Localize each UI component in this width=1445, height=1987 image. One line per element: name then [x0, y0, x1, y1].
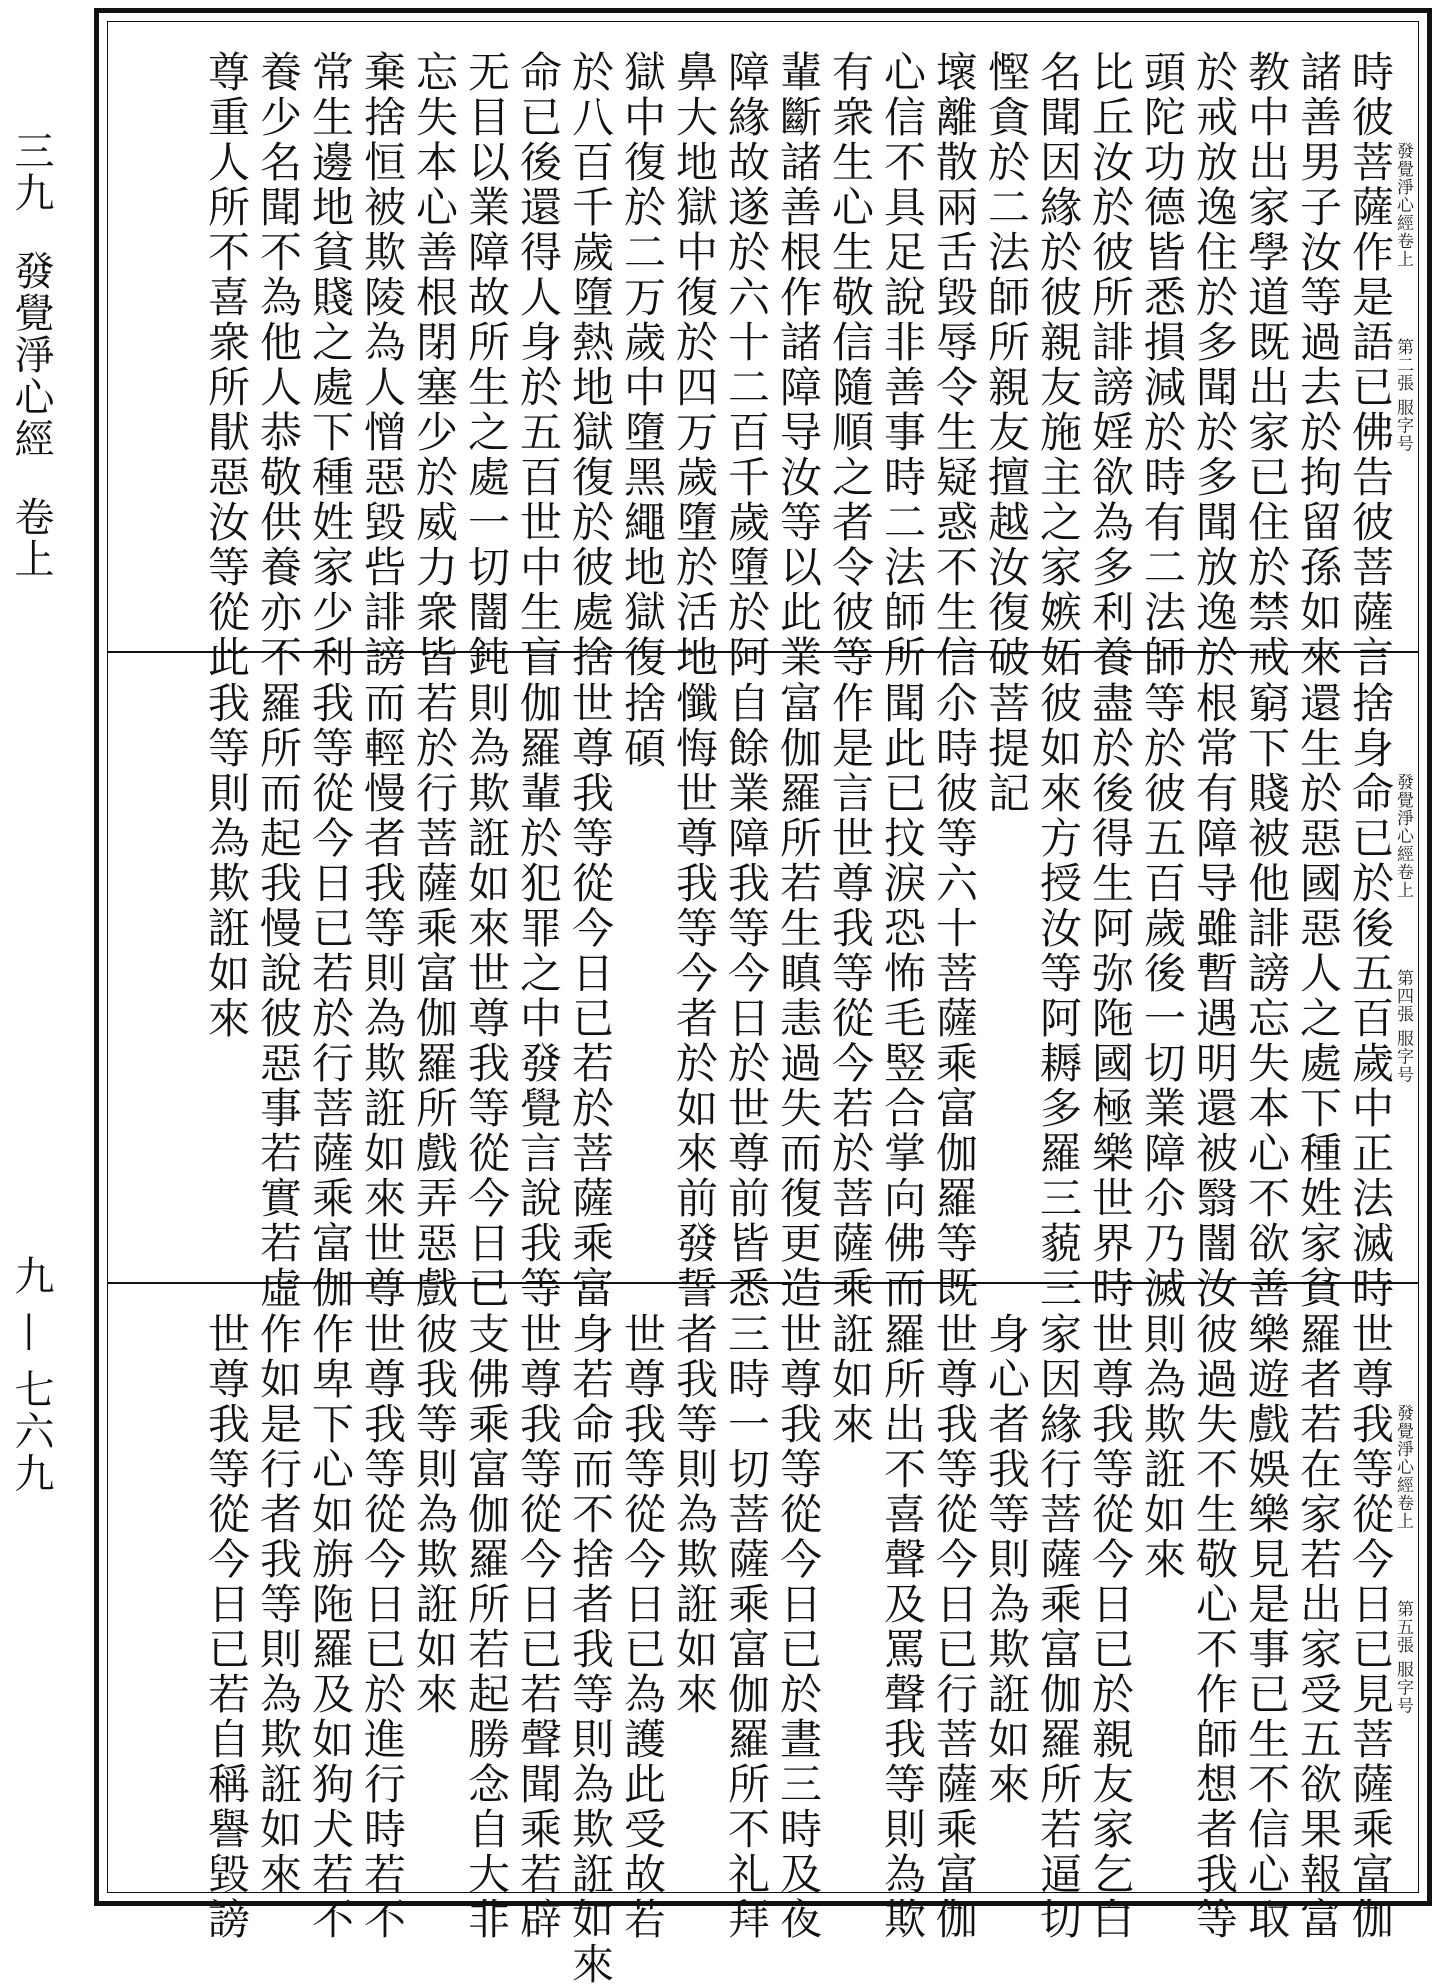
text-column: 等於彼五百歲後一切業障尒乃滅	[1138, 681, 1187, 1311]
text-column: 教中出家學道既出家已住於禁戒	[1242, 50, 1291, 680]
text-column: 世尊我等從今日已於親友家乞白	[1086, 1312, 1135, 1942]
panel-3	[108, 1284, 1418, 1987]
margin-page-number: 九 — 七六九	[8, 1255, 54, 1495]
running-title: 發覺淨心經卷上	[1393, 142, 1413, 268]
text-column: 忘失本心善根閉塞少於威力衆皆	[410, 50, 459, 680]
text-column: 頭陀功德皆悉損減於時有二法師	[1138, 50, 1187, 680]
text-column: 諸善男子汝等過去於拘留孫如來	[1294, 50, 1343, 680]
page-frame-inner	[107, 21, 1419, 1987]
text-column: 彼如來方授汝等阿耨多羅三藐三	[1034, 681, 1083, 1311]
text-column: 作如是行者我等則為欺誑如來	[254, 1312, 303, 1897]
text-column: 則為欺誑如來	[1138, 1312, 1187, 1582]
text-column: 則為欺誑如來世尊我等從今日已	[462, 681, 511, 1311]
text-column: 羅所出不喜聲及罵聲我等則為欺	[878, 1312, 927, 1942]
text-column: 心信不具足說非善事時二法師所	[878, 50, 927, 680]
text-column: 障緣故遂於六十二百千歲墮於阿	[722, 50, 771, 680]
text-column: 富伽羅所若生瞋恚過失而復更造	[774, 681, 823, 1311]
text-column: 壞離散兩舌毀辱令生疑惑不生信	[930, 50, 979, 680]
text-column: 鼻大地獄中復於四万歲墮於活地	[670, 50, 719, 680]
text-column: 慳貪於二法師所親友擅越汝復破	[982, 50, 1031, 680]
text-column: 彼我等則為欺誑如來	[410, 1312, 459, 1717]
text-column: 於戒放逸住於多聞於多聞放逸於	[1190, 50, 1239, 680]
text-block	[200, 50, 1396, 680]
text-column: 比丘汝於彼所誹謗婬欲為多利養	[1086, 50, 1135, 680]
text-column: 有衆生心生敬信隨順之者令彼等	[826, 50, 875, 680]
margin-fascicle: 卷上	[8, 496, 54, 580]
folio-label: 第二張 服字号	[1393, 338, 1413, 453]
text-column: 世尊我等從今日已於進行時若不	[358, 1312, 407, 1942]
text-column: 捨碩	[618, 681, 667, 771]
text-column: 彼過失不生敬心不作師想者我等	[1190, 1312, 1239, 1942]
text-column: 捨身命已於後五百歲中正法滅時	[1346, 681, 1395, 1311]
panel-2	[108, 653, 1418, 1311]
text-column: 世尊我等從今日已行菩薩乘富伽	[930, 1312, 979, 1942]
text-column: 獄中復於二万歲中墮黑繩地獄復	[618, 50, 667, 680]
text-column: 根常有障导雖暫遇明還被翳闇汝	[1190, 681, 1239, 1311]
text-column: 而輕慢者我等則為欺誑如來世尊	[358, 681, 407, 1311]
text-column: 世尊我等從今日已於晝三時及夜	[774, 1312, 823, 1942]
text-column: 羅所而起我慢說彼惡事若實若虛	[254, 681, 303, 1311]
text-column: 窮下賤被他誹謗忘失本心不欲善	[1242, 681, 1291, 1311]
text-column: 於八百千歲墮熱地獄復於彼處捨	[566, 50, 615, 680]
text-column: 常生邊地貧賤之處下種姓家少利	[306, 50, 355, 680]
running-title: 發覺淨心經卷上	[1393, 1404, 1413, 1530]
text-block	[200, 681, 1396, 1311]
text-column: 世尊我等從今日已若聲聞乘若辟	[514, 1312, 563, 1942]
text-column: 若於行菩薩乘富伽羅所戲弄惡戲	[410, 681, 459, 1311]
text-column: 身心者我等則為欺誑如來	[982, 1312, 1031, 1807]
text-column: 菩提記	[982, 681, 1031, 816]
text-column: 世尊我等從今日已若於菩薩乘富	[566, 681, 615, 1311]
margin-sutra-title: 發覺淨心經	[8, 250, 54, 460]
text-column: 命已後還得人身於五百世中生盲	[514, 50, 563, 680]
text-column: 我等從今日已若於行菩薩乘富伽	[306, 681, 355, 1311]
text-column: 聞此已抆淚恐怖毛竪合掌向佛而	[878, 681, 927, 1311]
text-column: 世尊我等從今日已見菩薩乘富伽	[1346, 1312, 1395, 1942]
text-column: 名聞因緣於彼親友施主之家嫉妬	[1034, 50, 1083, 680]
text-column: 棄捨恒被欺陵為人憎惡毀呰誹謗	[358, 50, 407, 680]
text-column: 家因緣行菩薩乘富伽羅所若逼切	[1034, 1312, 1083, 1942]
text-column: 支佛乘富伽羅所若起勝念自大非	[462, 1312, 511, 1942]
text-column: 无目以業障故所生之處一切闇鈍	[462, 50, 511, 680]
page-frame	[94, 8, 1432, 1987]
text-column: 三時一切菩薩乘富伽羅所不礼拜	[722, 1312, 771, 1942]
text-column: 樂遊戲娛樂見是事已生不信心取	[1242, 1312, 1291, 1942]
text-column: 尒時彼等六十菩薩乘富伽羅等既	[930, 681, 979, 1311]
text-column: 誑如來	[826, 1312, 875, 1447]
text-column: 輩斷諸善根作諸障导汝等以此業	[774, 50, 823, 680]
text-column: 養少名聞不為他人恭敬供養亦不	[254, 50, 303, 680]
panel-1	[108, 22, 1418, 680]
running-title: 發覺淨心經卷上	[1393, 773, 1413, 899]
text-column: 還生於惡國惡人之處下種姓家貧	[1294, 681, 1343, 1311]
text-column: 尊重人所不喜衆所猒惡汝等從此	[202, 50, 251, 680]
text-column: 世尊我等從今日已為護此受故若	[618, 1312, 667, 1942]
text-column: 時彼菩薩作是語已佛告彼菩薩言	[1346, 50, 1395, 680]
text-column: 作是言世尊我等從今若於菩薩乘	[826, 681, 875, 1311]
text-column: 羅者若在家若出家受五欲果報富	[1294, 1312, 1343, 1942]
margin-title	[0, 130, 62, 580]
text-column: 身若命而不捨者我等則為欺誑如來	[566, 1312, 615, 1987]
text-column: 懺悔世尊我等今者於如來前發誓	[670, 681, 719, 1311]
folio-label: 第四張 服字号	[1393, 969, 1413, 1084]
text-column: 世尊我等從今日已若自稱譽毀謗	[202, 1312, 251, 1942]
text-column: 伽羅輩於犯罪之中發覺言說我等	[514, 681, 563, 1311]
text-column: 我等則為欺誑如來	[202, 681, 251, 1041]
text-block	[200, 1312, 1396, 1987]
margin-volume: 三九	[8, 130, 54, 214]
text-column: 者我等則為欺誑如來	[670, 1312, 719, 1717]
text-column: 自餘業障我等今日於世尊前皆悉	[722, 681, 771, 1311]
text-column: 作卑下心如旃陁羅及如狗犬若不	[306, 1312, 355, 1942]
text-column: 盡於後得生阿弥陁國極樂世界時	[1086, 681, 1135, 1311]
folio-label: 第五張 服字号	[1393, 1600, 1413, 1715]
